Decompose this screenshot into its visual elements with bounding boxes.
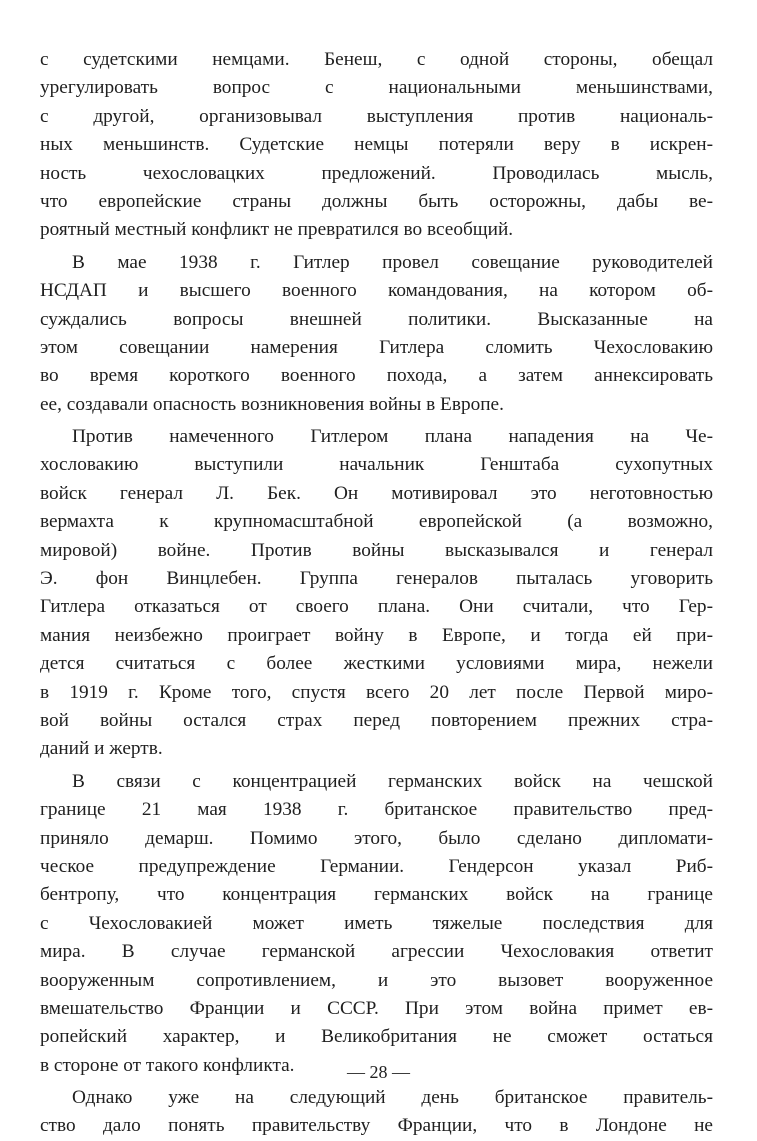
text-line: вой войны остался страх перед повторением прежних стра-	[40, 709, 713, 731]
text-line: войск генерал Л. Бек. Он мотивировал это неготовностью	[40, 482, 713, 504]
text-line: Э. фон Винцлебен. Группа генералов пыталась уговорить	[40, 568, 713, 590]
paragraph-4	[40, 768, 713, 1080]
text-line: суждались вопросы внешней политики. Высказанные на	[40, 308, 713, 330]
text-line: мира. В случае германской агрессии Чехословакия ответит	[40, 941, 713, 963]
text-line: ческое предупреждение Германии. Гендерсон указал Риб-	[40, 855, 713, 877]
text-line: ных меньшинств. Судетские немцы потеряли веру в искрен-	[40, 134, 713, 156]
text-line: ропейский характер, и Великобритания не сможет остаться	[40, 1026, 713, 1048]
text-line: в стороне от такого конфликта.	[40, 1054, 295, 1076]
text-line: ство дало понять правительству Франции, что в Лондоне не	[40, 1115, 713, 1137]
text-line: с Чехословакией может иметь тяжелые последствия для	[40, 912, 713, 934]
text-line: Против намеченного Гитлером плана нападения на Че-	[72, 426, 713, 448]
text-line: урегулировать вопрос с национальными меньшинствами,	[40, 77, 713, 99]
text-line: вермахта к крупномасштабной европейской (а возможно,	[40, 511, 713, 533]
text-line: этом совещании намерения Гитлера сломить Чехословакию	[40, 336, 713, 358]
text-line: что европейские страны должны быть осторожны, дабы ве-	[40, 190, 713, 212]
text-line: Гитлера отказаться от своего плана. Они считали, что Гер-	[40, 596, 713, 618]
text-line: дется считаться с более жесткими условиями мира, нежели	[40, 653, 713, 675]
text-line: ее, создавали опасность возникновения войны в Европе.	[40, 393, 504, 415]
text-line: с судетскими немцами. Бенеш, с одной стороны, обещал	[40, 49, 713, 70]
text-line: даний и жертв.	[40, 738, 163, 760]
text-line: с другой, организовывал выступления против националь-	[40, 105, 713, 127]
text-line: во время короткого военного похода, а затем аннексировать	[40, 365, 713, 387]
text-line: вмешательство Франции и СССР. При этом война примет ев-	[40, 997, 713, 1019]
text-line: ность чехословацких предложений. Проводилась мысль,	[40, 162, 713, 184]
text-line: роятный местный конфликт не превратился во всеобщий.	[40, 219, 514, 241]
paragraph-2	[40, 249, 713, 419]
text-line: В мае 1938 г. Гитлер провел совещание руководителей	[72, 251, 713, 273]
text-line: мания неизбежно проиграет войну в Европе, и тогда ей при-	[40, 624, 713, 646]
page-number: — 28 —	[347, 1062, 410, 1082]
paragraph-5	[40, 1084, 713, 1141]
text-line: бентропу, что концентрация германских войск на границе	[40, 884, 713, 906]
text-line: приняло демарш. Помимо этого, было сделано дипломати-	[40, 827, 713, 849]
text-line: хословакию выступили начальник Генштаба сухопутных	[40, 454, 713, 476]
text-line: В связи с концентрацией германских войск на чешской	[72, 770, 713, 792]
paragraph-3	[40, 423, 713, 764]
text-line: мировой) войне. Против войны высказывался и генерал	[40, 539, 713, 561]
text-line: в 1919 г. Кроме того, спустя всего 20 лет после Первой миро-	[40, 681, 713, 703]
text-line: НСДАП и высшего военного командования, на котором об-	[40, 280, 713, 302]
text-line: границе 21 мая 1938 г. британское правительство пред-	[40, 799, 713, 821]
body-text	[40, 46, 713, 1141]
text-line: Однако уже на следующий день британское правитель-	[72, 1087, 713, 1109]
paragraph-1	[40, 46, 713, 245]
text-line: вооруженным сопротивлением, и это вызовет вооруженное	[40, 969, 713, 991]
